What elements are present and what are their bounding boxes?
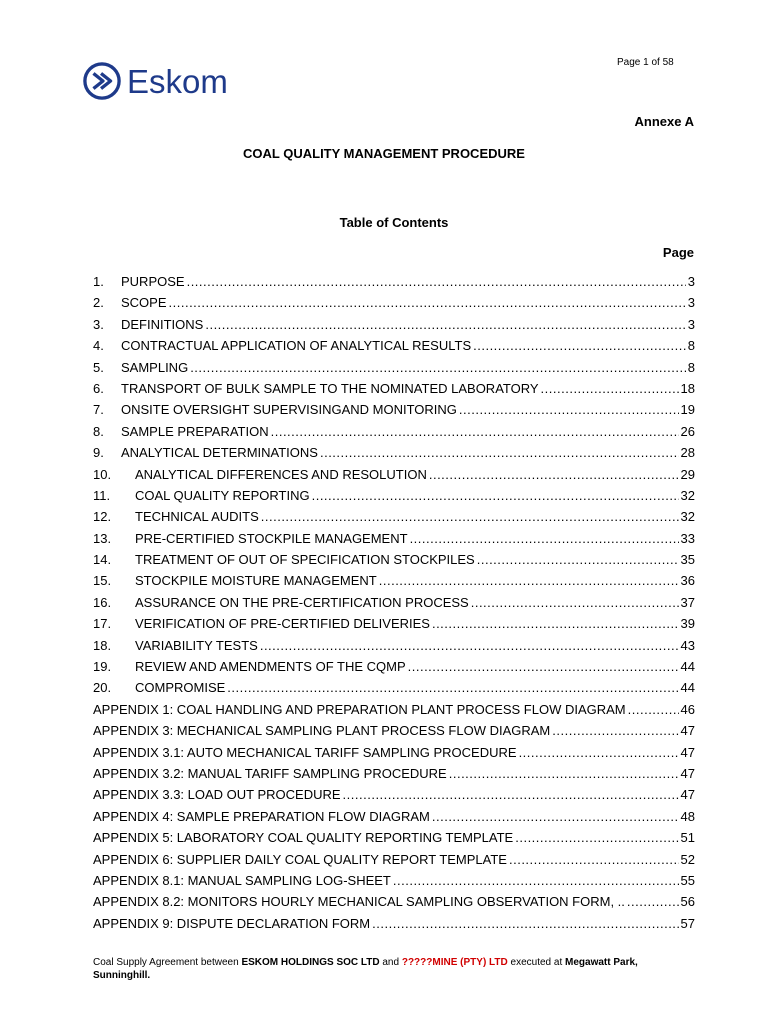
toc-entry-label: COAL QUALITY REPORTING — [135, 487, 310, 503]
toc-entry[interactable] — [93, 873, 695, 894]
toc-entry-number: 8. — [93, 423, 104, 439]
toc-page-column-label: Page — [662, 245, 694, 260]
toc-entry-page: 35 — [680, 552, 695, 568]
toc-entry-page: 33 — [680, 530, 695, 546]
toc-entry[interactable] — [93, 723, 695, 744]
toc-entry-page: 28 — [680, 445, 695, 461]
toc-entry[interactable] — [93, 702, 695, 723]
toc-entry-page: 56 — [680, 894, 695, 910]
toc-entry-page: 3 — [687, 316, 695, 332]
toc-entry-number: 4. — [93, 338, 104, 354]
toc-entry-page: 47 — [680, 744, 695, 760]
toc-leader-dots — [519, 745, 679, 760]
toc-entry-page: 8 — [687, 359, 695, 375]
toc-entry-page: 44 — [680, 659, 695, 675]
toc-entry-label: SCOPE — [121, 295, 167, 311]
toc-entry-label: REVIEW AND AMENDMENTS OF THE CQMP — [135, 659, 406, 675]
toc-entry-label: ONSITE OVERSIGHT SUPERVISINGAND MONITORING — [121, 402, 457, 418]
toc-entry-number: 20. — [93, 680, 112, 696]
toc-entry-page: 47 — [680, 765, 695, 781]
toc-entry-label: PRE-CERTIFIED STOCKPILE MANAGEMENT — [135, 530, 408, 546]
toc-leader-dots — [628, 702, 679, 717]
toc-entry[interactable] — [93, 916, 695, 937]
toc-entry-label: COMPROMISE — [135, 680, 226, 696]
toc-entry[interactable] — [93, 295, 695, 316]
toc-entry-page: 32 — [680, 487, 695, 503]
toc-entry-page: 51 — [680, 830, 695, 846]
toc-leader-dots — [227, 680, 678, 695]
annexe-label: Annexe A — [634, 114, 694, 129]
toc-entry-number: 17. — [93, 616, 112, 632]
document-title: COAL QUALITY MANAGEMENT PROCEDURE — [243, 146, 525, 161]
toc-entry[interactable] — [93, 338, 695, 359]
toc-entry[interactable] — [93, 488, 695, 509]
toc-entry-number: 5. — [93, 359, 104, 375]
toc-leader-dots — [627, 894, 679, 909]
logo-text: Eskom — [127, 62, 228, 100]
toc-entry-label: APPENDIX 1: COAL HANDLING AND PREPARATION PLANT PROCESS FLOW DIAGRAM — [93, 701, 626, 717]
toc-entry-page: 19 — [680, 402, 695, 418]
toc-leader-dots — [320, 445, 679, 460]
toc-entry-label: APPENDIX 3.1: AUTO MECHANICAL TARIFF SAMPLING PROCEDURE — [93, 744, 517, 760]
toc-entry[interactable] — [93, 787, 695, 808]
toc-entry-number: 10. — [93, 466, 112, 482]
toc-entry[interactable] — [93, 680, 695, 701]
toc-leader-dots — [261, 509, 679, 524]
toc-entry-number: 9. — [93, 445, 104, 461]
toc-entry[interactable] — [93, 402, 695, 423]
toc-leader-dots — [432, 809, 679, 824]
toc-entry-page: 52 — [680, 851, 695, 867]
toc-entry-page: 8 — [687, 338, 695, 354]
toc-entry-label: SAMPLE PREPARATION — [121, 423, 269, 439]
toc-entry-number: 3. — [93, 316, 104, 332]
toc-entry-number: 1. — [93, 274, 104, 289]
toc-entry-number: 19. — [93, 659, 112, 675]
toc-entry[interactable] — [93, 360, 695, 381]
toc-leader-dots — [449, 766, 679, 781]
toc-entry-number: 11. — [93, 487, 111, 503]
toc-entry[interactable] — [93, 616, 695, 637]
toc-entry[interactable] — [93, 531, 695, 552]
toc-entry[interactable] — [93, 445, 695, 466]
toc-entry-page: 44 — [680, 680, 695, 696]
toc-leader-dots — [515, 830, 678, 845]
toc-entry-label: APPENDIX 3.3: LOAD OUT PROCEDURE — [93, 787, 341, 803]
page-number: Page 1 of 58 — [617, 57, 674, 68]
toc-entry[interactable] — [93, 830, 695, 851]
toc-leader-dots — [343, 787, 679, 802]
toc-entry-page: 3 — [687, 295, 695, 311]
toc-entry[interactable] — [93, 274, 695, 295]
toc-leader-dots — [169, 295, 686, 310]
toc-leader-dots — [372, 916, 678, 931]
toc-entry-label: TECHNICAL AUDITS — [135, 509, 259, 525]
toc-entry-number: 15. — [93, 573, 112, 589]
toc-entry-label: APPENDIX 8.1: MANUAL SAMPLING LOG-SHEET — [93, 872, 391, 888]
toc-entry-number: 18. — [93, 637, 112, 653]
toc-entry[interactable] — [93, 766, 695, 787]
toc-leader-dots — [271, 424, 679, 439]
toc-entry[interactable] — [93, 638, 695, 659]
toc-entry-page: 36 — [680, 573, 695, 589]
toc-entry-label: DEFINITIONS — [121, 316, 204, 332]
toc-entry[interactable] — [93, 381, 695, 402]
toc-entry-number: 16. — [93, 594, 112, 610]
eskom-logo — [83, 62, 228, 100]
footer-company: ESKOM HOLDINGS SOC LTD — [241, 957, 380, 968]
footer-supplier: ?????MINE (PTY) LTD — [401, 957, 508, 968]
footer-location: Megawatt Park, Sunninghill. — [93, 957, 638, 981]
toc-entry-label: ASSURANCE ON THE PRE-CERTIFICATION PROCESS — [135, 594, 469, 610]
toc-entry-number: 2. — [93, 295, 104, 311]
toc-entry[interactable] — [93, 509, 695, 530]
toc-leader-dots — [429, 467, 679, 482]
toc-entry-number: 12. — [93, 509, 112, 525]
toc-entry-number: 7. — [93, 402, 104, 418]
toc-entry-number: 14. — [93, 552, 112, 568]
toc-leader-dots — [190, 360, 686, 375]
toc-leader-dots — [393, 873, 679, 888]
toc-entry[interactable] — [93, 424, 695, 445]
toc-entry[interactable] — [93, 552, 695, 573]
toc-leader-dots — [205, 317, 685, 332]
toc-entry-page: 29 — [680, 466, 695, 482]
footer-prefix: Coal Supply Agreement between — [93, 957, 242, 968]
toc-entry-label: APPENDIX 3.2: MANUAL TARIFF SAMPLING PROCEDURE — [93, 765, 447, 781]
toc-entry[interactable] — [93, 317, 695, 338]
toc-leader-dots — [410, 531, 679, 546]
toc-entry-label: APPENDIX 3: MECHANICAL SAMPLING PLANT PROCESS FLOW DIAGRAM — [93, 723, 551, 739]
toc-leader-dots — [408, 659, 679, 674]
toc-entry-page: 57 — [680, 915, 695, 931]
toc-entry-label: APPENDIX 6: SUPPLIER DAILY COAL QUALITY REPORT TEMPLATE — [93, 851, 507, 867]
toc-entry-page: 43 — [680, 637, 695, 653]
toc-leader-dots — [473, 338, 686, 353]
footer — [93, 956, 693, 982]
eskom-emblem-icon — [83, 62, 121, 100]
toc-entry[interactable] — [93, 595, 695, 616]
toc-leader-dots — [432, 616, 679, 631]
footer-executed: executed at — [507, 957, 566, 968]
toc-entry-label: CONTRACTUAL APPLICATION OF ANALYTICAL RESULTS — [121, 338, 472, 354]
toc-entry-label: APPENDIX 4: SAMPLE PREPARATION FLOW DIAGRAM — [93, 808, 430, 824]
toc-entry-label: APPENDIX 9: DISPUTE DECLARATION FORM — [93, 915, 371, 931]
footer-and: and — [379, 957, 402, 968]
toc-entry[interactable] — [93, 852, 695, 873]
toc-entry-label: SAMPLING — [121, 359, 189, 375]
toc-entry-page: 47 — [680, 723, 695, 739]
toc-entry-page: 26 — [680, 423, 695, 439]
toc-entry[interactable] — [93, 573, 695, 594]
toc-entry-label: VARIABILITY TESTS — [135, 637, 258, 653]
toc-leader-dots — [459, 402, 679, 417]
toc-entry-label: STOCKPILE MOISTURE MANAGEMENT — [135, 573, 377, 589]
toc-entry-label: APPENDIX 5: LABORATORY COAL QUALITY REPORTING TEMPLATE — [93, 830, 514, 846]
toc-entry-label: PURPOSE — [121, 274, 185, 289]
toc-entry-number: 6. — [93, 380, 104, 396]
toc-entry-page: 32 — [680, 509, 695, 525]
toc-leader-dots — [541, 381, 679, 396]
toc-heading: Table of Contents — [339, 215, 449, 230]
toc-leader-dots — [471, 595, 679, 610]
toc-entry[interactable] — [93, 894, 695, 915]
toc-entry-page: 39 — [680, 616, 695, 632]
toc-entry[interactable] — [93, 659, 695, 680]
toc-entry-label: TREATMENT OF OUT OF SPECIFICATION STOCKPILES — [135, 552, 475, 568]
toc-entry[interactable] — [93, 809, 695, 830]
toc-entry-page: 46 — [680, 701, 695, 717]
toc-entry-label: TRANSPORT OF BULK SAMPLE TO THE NOMINATED LABORATORY — [121, 380, 539, 396]
toc-entry[interactable] — [93, 467, 695, 488]
toc-entry-page: 48 — [680, 808, 695, 824]
toc-entry-label: APPENDIX 8.2: MONITORS HOURLY MECHANICAL SAMPLING OBSERVATION FORM, .. — [93, 894, 625, 910]
toc-leader-dots — [509, 852, 679, 867]
toc-entry-page: 55 — [680, 872, 695, 888]
toc-entry-page: 47 — [680, 787, 695, 803]
toc-entry-number: 13. — [93, 530, 112, 546]
toc-entry-label: VERIFICATION OF PRE-CERTIFIED DELIVERIES — [135, 616, 430, 632]
toc-leader-dots — [477, 552, 679, 567]
toc-entry[interactable] — [93, 745, 695, 766]
toc-leader-dots — [552, 723, 678, 738]
toc-leader-dots — [379, 573, 679, 588]
toc-entry-page: 18 — [680, 380, 695, 396]
toc-leader-dots — [260, 638, 679, 653]
toc-entry-label: ANALYTICAL DETERMINATIONS — [121, 445, 318, 461]
toc-entry-page: 3 — [687, 274, 695, 289]
toc-entry-page: 37 — [680, 594, 695, 610]
toc-leader-dots — [312, 488, 679, 503]
toc-entry-label: ANALYTICAL DIFFERENCES AND RESOLUTION — [135, 466, 427, 482]
table-of-contents — [93, 274, 695, 937]
toc-leader-dots — [187, 274, 686, 289]
